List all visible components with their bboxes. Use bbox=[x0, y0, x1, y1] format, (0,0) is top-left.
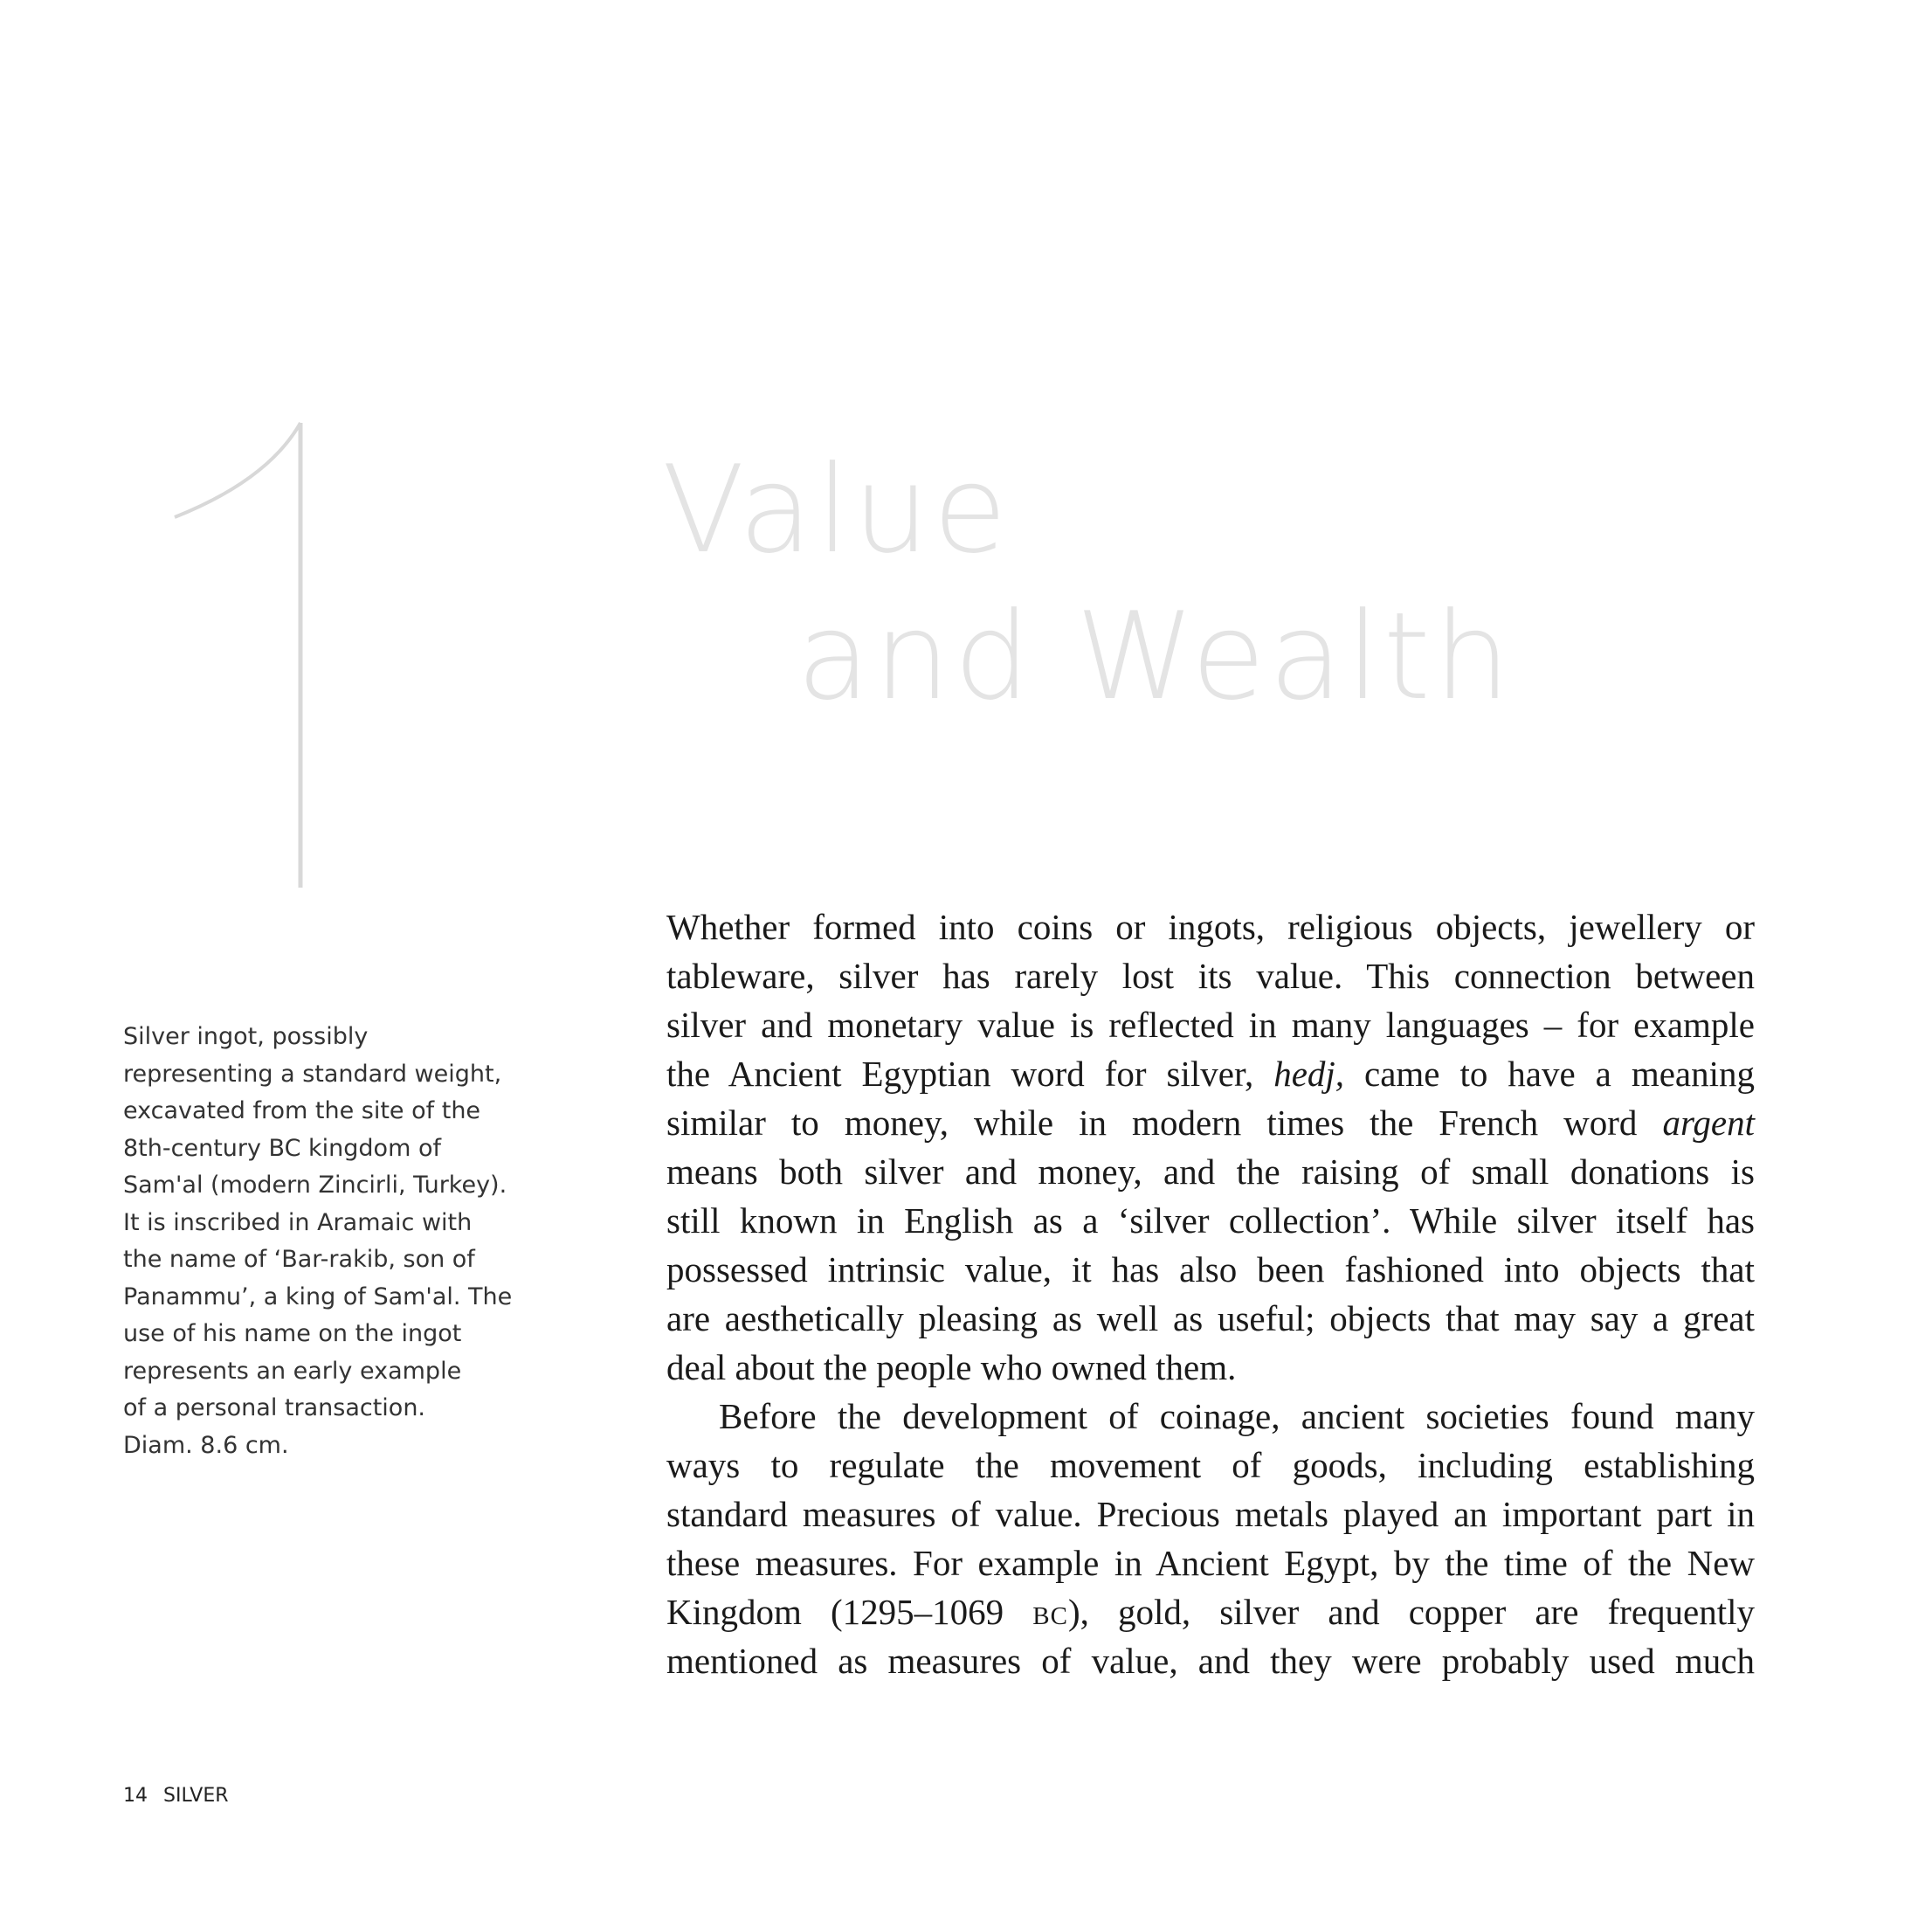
body-line bbox=[666, 1587, 1755, 1636]
page-footer bbox=[123, 1785, 245, 1807]
body-line bbox=[666, 1049, 1755, 1098]
body-line: are aesthetically pleasing as well as useful; objects that may say a great bbox=[666, 1298, 1755, 1338]
figure-caption bbox=[123, 1019, 525, 1464]
chapter-title-line1: Value bbox=[662, 439, 1011, 580]
body-line: tableware, silver has rarely lost its value. This connection between bbox=[666, 956, 1755, 996]
caption-line: Panammu’, a king of Sam'al. The bbox=[123, 1282, 513, 1310]
caption-line: of a personal transaction. bbox=[123, 1394, 426, 1421]
body-line: these measures. For example in Ancient Egypt, by the time of the New bbox=[666, 1543, 1755, 1583]
chapter-number bbox=[173, 419, 313, 891]
body-text bbox=[666, 902, 1755, 1685]
body-line: means both silver and money, and the raising of small donations is bbox=[666, 1151, 1755, 1192]
body-line bbox=[666, 1098, 1755, 1147]
body-line: silver and monetary value is reflected in many languages – for example bbox=[666, 1005, 1755, 1045]
body-text-segment: came to have a meaning bbox=[1344, 1054, 1755, 1094]
body-line: Before the development of coinage, ancient societies found many bbox=[719, 1396, 1755, 1436]
body-text-segment: Kingdom (1295–1069 bbox=[666, 1592, 1033, 1632]
chapter-number-glyph bbox=[175, 423, 300, 517]
caption-line: Silver ingot, possibly bbox=[123, 1023, 369, 1050]
body-text-segment: similar to money, while in modern times the French word bbox=[666, 1103, 1663, 1143]
body-line: still known in English as a ‘silver collection’. While silver itself has bbox=[666, 1200, 1755, 1241]
caption-line: the name of ‘Bar-rakib, son of bbox=[123, 1246, 475, 1273]
page-number: 14 bbox=[123, 1785, 148, 1807]
chapter-title-line2: and Wealth bbox=[797, 586, 1515, 727]
italic-term-argent: argent bbox=[1662, 1103, 1755, 1143]
body-text-segment: the Ancient Egyptian word for silver, bbox=[666, 1054, 1274, 1094]
italic-term-hedj: hedj, bbox=[1273, 1054, 1345, 1094]
small-caps-bc: BC bbox=[1032, 1602, 1068, 1630]
body-text-segment: ), gold, silver and copper are frequently bbox=[1067, 1592, 1755, 1632]
body-line: standard measures of value. Precious metals played an important part in bbox=[666, 1494, 1755, 1534]
caption-line: Diam. 8.6 cm. bbox=[123, 1431, 289, 1459]
caption-line: use of his name on the ingot bbox=[123, 1320, 462, 1347]
caption-line: Sam'al (modern Zincirli, Turkey). bbox=[123, 1172, 507, 1199]
caption-line: excavated from the site of the bbox=[123, 1097, 481, 1124]
body-line: deal about the people who owned them. bbox=[666, 1347, 1237, 1387]
caption-line: 8th-century BC kingdom of bbox=[123, 1134, 441, 1162]
body-line: mentioned as measures of value, and they were probably used much bbox=[666, 1641, 1755, 1681]
caption-line: represents an early example bbox=[123, 1357, 462, 1385]
caption-line: representing a standard weight, bbox=[123, 1060, 502, 1088]
running-head: SILVER bbox=[163, 1785, 229, 1807]
body-line: Whether formed into coins or ingots, religious objects, jewellery or bbox=[666, 907, 1755, 947]
caption-line: It is inscribed in Aramaic with bbox=[123, 1208, 473, 1236]
body-line: possessed intrinsic value, it has also been fashioned into objects that bbox=[666, 1249, 1755, 1289]
body-line: ways to regulate the movement of goods, including establishing bbox=[666, 1445, 1755, 1485]
